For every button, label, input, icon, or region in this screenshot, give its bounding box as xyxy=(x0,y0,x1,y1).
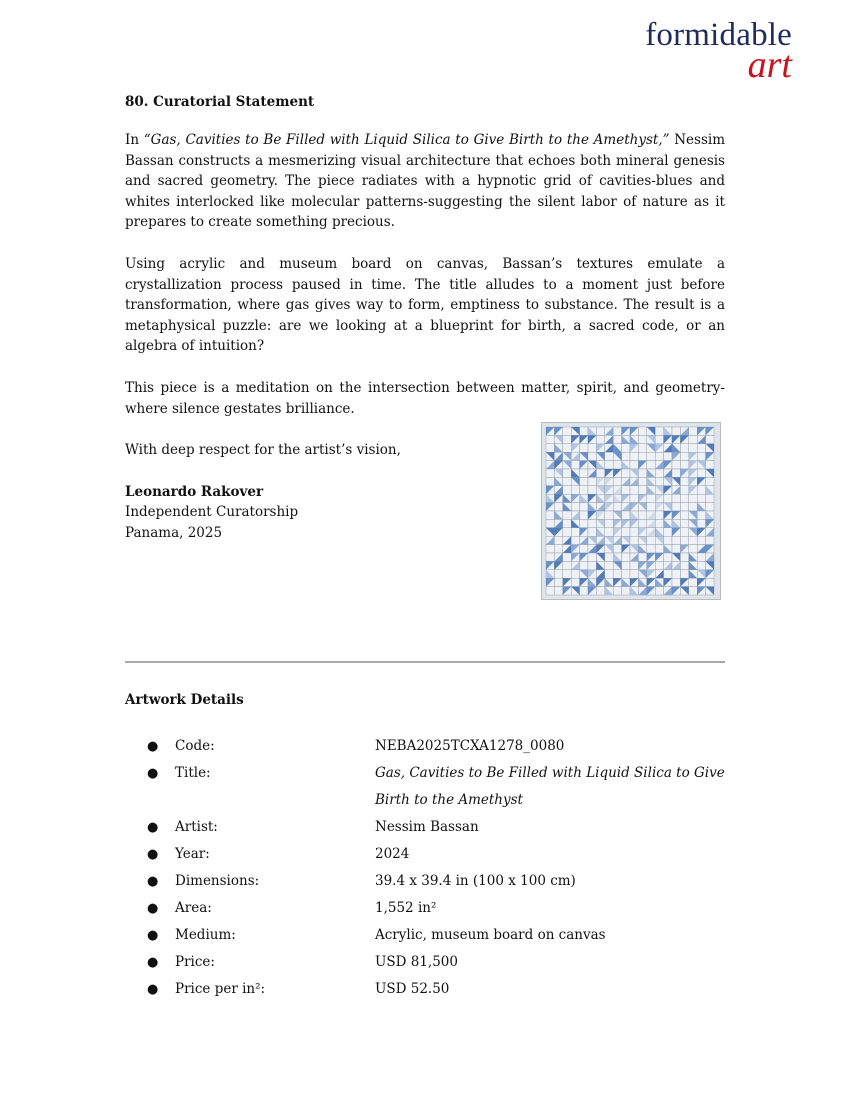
bullet-icon: ● xyxy=(147,847,159,862)
logo-wordmark-bottom: art xyxy=(747,44,792,86)
bullet-icon: ● xyxy=(147,928,159,943)
detail-price xyxy=(125,949,725,976)
detail-value: Acrylic, museum board on canvas xyxy=(375,927,606,943)
detail-value: USD 81,500 xyxy=(375,954,458,970)
detail-year xyxy=(125,841,725,868)
detail-label: Medium: xyxy=(175,927,236,943)
detail-artist xyxy=(125,814,725,841)
bullet-icon: ● xyxy=(147,766,159,781)
bullet-icon: ● xyxy=(147,982,159,997)
detail-label: Price: xyxy=(175,954,215,970)
detail-value: 1,552 in² xyxy=(375,900,437,916)
detail-label: Area: xyxy=(175,900,212,916)
detail-dimensions xyxy=(125,868,725,895)
detail-label: Year: xyxy=(175,846,210,862)
detail-value: 39.4 x 39.4 in (100 x 100 cm) xyxy=(375,873,576,889)
statement-paragraph-2: Using acrylic and museum board on canvas, Bassan’s textures emulate a crystallization process paused in time. The title alludes to a moment just before transformation, where gas gives way to form, emptiness to substance. The result is a metaphysical puzzle: are we looking at a blueprint for birth, a sacred code, or an algebra of intuition? xyxy=(125,255,725,355)
detail-medium xyxy=(125,922,725,949)
artwork-image xyxy=(541,422,721,600)
bullet-icon: ● xyxy=(147,820,159,835)
artwork-details-list xyxy=(125,733,725,1003)
artwork-title-inline: “Gas, Cavities to Be Filled with Liquid Silica to Give Birth to the Amethyst,” xyxy=(143,132,670,148)
bullet-icon: ● xyxy=(147,901,159,916)
detail-value: Gas, Cavities to Be Filled with Liquid Silica to Give Birth to the Amethyst xyxy=(375,765,725,808)
statement-paragraph-3: This piece is a meditation on the intersection between matter, spirit, and geometry-where silence gestates brilliance. xyxy=(125,379,725,417)
section-divider xyxy=(125,661,725,663)
details-heading: Artwork Details xyxy=(125,692,244,708)
detail-title xyxy=(125,760,725,814)
paragraph-1-rest: Nessim Bassan constructs a mesmerizing visual architecture that echoes both mineral genesis and sacred geometry. The piece radiates with a hypnotic grid of cavities-blues and whites interlocked like molecular patterns-suggesting the silent labor of nature as it prepares to create something precious. xyxy=(125,132,726,231)
curator-name: Leonardo Rakover xyxy=(125,483,264,500)
formidable-art-logo xyxy=(645,17,792,86)
detail-label: Code: xyxy=(175,738,215,754)
logo-wordmark-top: formidable xyxy=(645,17,792,53)
detail-value: USD 52.50 xyxy=(375,981,450,997)
bullet-icon: ● xyxy=(147,874,159,889)
detail-label: Artist: xyxy=(175,819,218,835)
curator-place-date: Panama, 2025 xyxy=(125,524,223,541)
statement-paragraph-1 xyxy=(125,130,725,233)
artwork-pattern xyxy=(542,423,720,599)
detail-area xyxy=(125,895,725,922)
bullet-icon: ● xyxy=(147,739,159,754)
curator-role: Independent Curatorship xyxy=(125,504,299,521)
detail-label: Dimensions: xyxy=(175,873,260,889)
closing-line: With deep respect for the artist’s vision, xyxy=(125,442,401,459)
detail-value: Nessim Bassan xyxy=(375,819,479,835)
bullet-icon: ● xyxy=(147,955,159,970)
detail-label: Price per in²: xyxy=(175,981,266,997)
detail-label: Title: xyxy=(175,765,211,781)
detail-code xyxy=(125,733,725,760)
statement-heading: 80. Curatorial Statement xyxy=(125,94,315,110)
detail-value: NEBA2025TCXA1278_0080 xyxy=(375,738,565,754)
paragraph-1-prefix: In xyxy=(125,132,144,148)
detail-value: 2024 xyxy=(375,846,410,862)
detail-price-per-area xyxy=(125,976,725,1003)
